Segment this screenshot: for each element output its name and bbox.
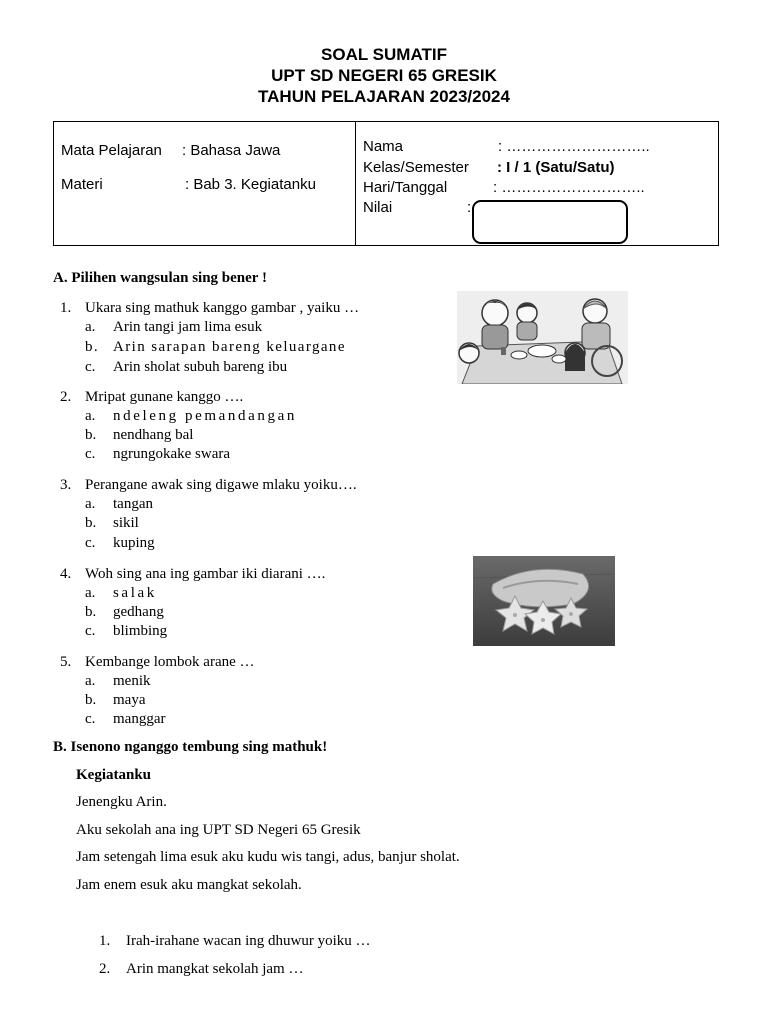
header-title: SOAL SUMATIF (321, 45, 447, 64)
question-number: 1. (99, 933, 111, 949)
question-number: 5. (60, 654, 72, 670)
option-5a[interactable]: a. menik (85, 673, 151, 689)
option-4c[interactable]: c. blimbing (85, 623, 168, 639)
class-label: Kelas/Semester (363, 159, 469, 176)
question-text: Woh sing ana ing gambar iki diarani …. (85, 566, 326, 582)
family-breakfast-illustration (457, 291, 628, 384)
fill-question-1 (99, 933, 371, 950)
question-5 (60, 654, 255, 671)
question-4 (60, 566, 325, 583)
starfruit-photo (473, 556, 615, 646)
option-3c[interactable]: c. kuping (85, 535, 155, 551)
question-number: 4. (60, 566, 72, 582)
option-4a[interactable]: a. salak (85, 585, 157, 601)
question-text: Perangane awak sing digawe mlaku yoiku…. (85, 477, 357, 493)
option-2a[interactable]: a. ndeleng pemandangan (85, 408, 297, 424)
question-number: 2. (99, 961, 111, 977)
reading-title: Kegiatanku (76, 767, 152, 783)
subject-label: Mata Pelajaran (61, 142, 162, 159)
section-a-title: A. Pilihen wangsulan sing bener ! (53, 270, 267, 286)
material-label: Materi (61, 176, 103, 193)
date-field[interactable]: : ……………………….. (493, 179, 645, 196)
header-year: TAHUN PELAJARAN 2023/2024 (258, 87, 510, 106)
question-text: Ukara sing mathuk kanggo gambar , yaiku … (85, 300, 360, 316)
question-text: Kembange lombok arane … (85, 654, 255, 670)
score-box[interactable] (472, 200, 628, 244)
fill-question-2 (99, 961, 303, 978)
option-3a[interactable]: a. tangan (85, 496, 153, 512)
question-1 (60, 300, 359, 317)
header-school: UPT SD NEGERI 65 GRESIK (271, 66, 497, 85)
reading-paragraph: Jam setengah lima esuk aku kudu wis tangi, adus, banjur sholat. (76, 849, 460, 865)
document-header (0, 44, 768, 107)
score-label: Nilai (363, 199, 393, 216)
question-text: Mripat gunane kanggo …. (85, 389, 244, 405)
question-2 (60, 389, 243, 406)
option-1b[interactable]: b. Arin sarapan bareng keluargane (85, 339, 346, 355)
reading-paragraph: Jam enem esuk aku mangkat sekolah. (76, 877, 302, 893)
question-text: Irah-irahane wacan ing dhuwur yoiku … (126, 933, 371, 949)
question-number: 1. (60, 300, 72, 316)
option-5c[interactable]: c. manggar (85, 711, 166, 727)
identity-box (53, 121, 719, 246)
section-b-title: B. Isenono nganggo tembung sing mathuk! (53, 739, 328, 755)
material-value: : Bab 3. Kegiatanku (185, 176, 316, 193)
box-divider (355, 122, 356, 245)
subject-value: : Bahasa Jawa (182, 142, 281, 159)
option-4b[interactable]: b. gedhang (85, 604, 164, 620)
question-number: 2. (60, 389, 72, 405)
option-2b[interactable]: b. nendhang bal (85, 427, 194, 443)
class-value: : I / 1 (Satu/Satu) (497, 159, 615, 176)
option-3b[interactable]: b. sikil (85, 515, 139, 531)
reading-paragraph: Jenengku Arin. (76, 794, 167, 810)
question-number: 3. (60, 477, 72, 493)
reading-paragraph: Aku sekolah ana ing UPT SD Negeri 65 Gresik (76, 822, 361, 838)
question-text: Arin mangkat sekolah jam … (126, 961, 304, 977)
option-1c[interactable]: c. Arin sholat subuh bareng ibu (85, 359, 288, 375)
name-field[interactable]: : ……………………….. (498, 138, 650, 155)
option-5b[interactable]: b. maya (85, 692, 146, 708)
question-3 (60, 477, 357, 494)
score-colon: : (467, 199, 472, 216)
option-1a[interactable]: a. Arin tangi jam lima esuk (85, 319, 263, 335)
option-2c[interactable]: c. ngrungokake swara (85, 446, 231, 462)
date-label: Hari/Tanggal (363, 179, 448, 196)
name-label: Nama (363, 138, 404, 155)
